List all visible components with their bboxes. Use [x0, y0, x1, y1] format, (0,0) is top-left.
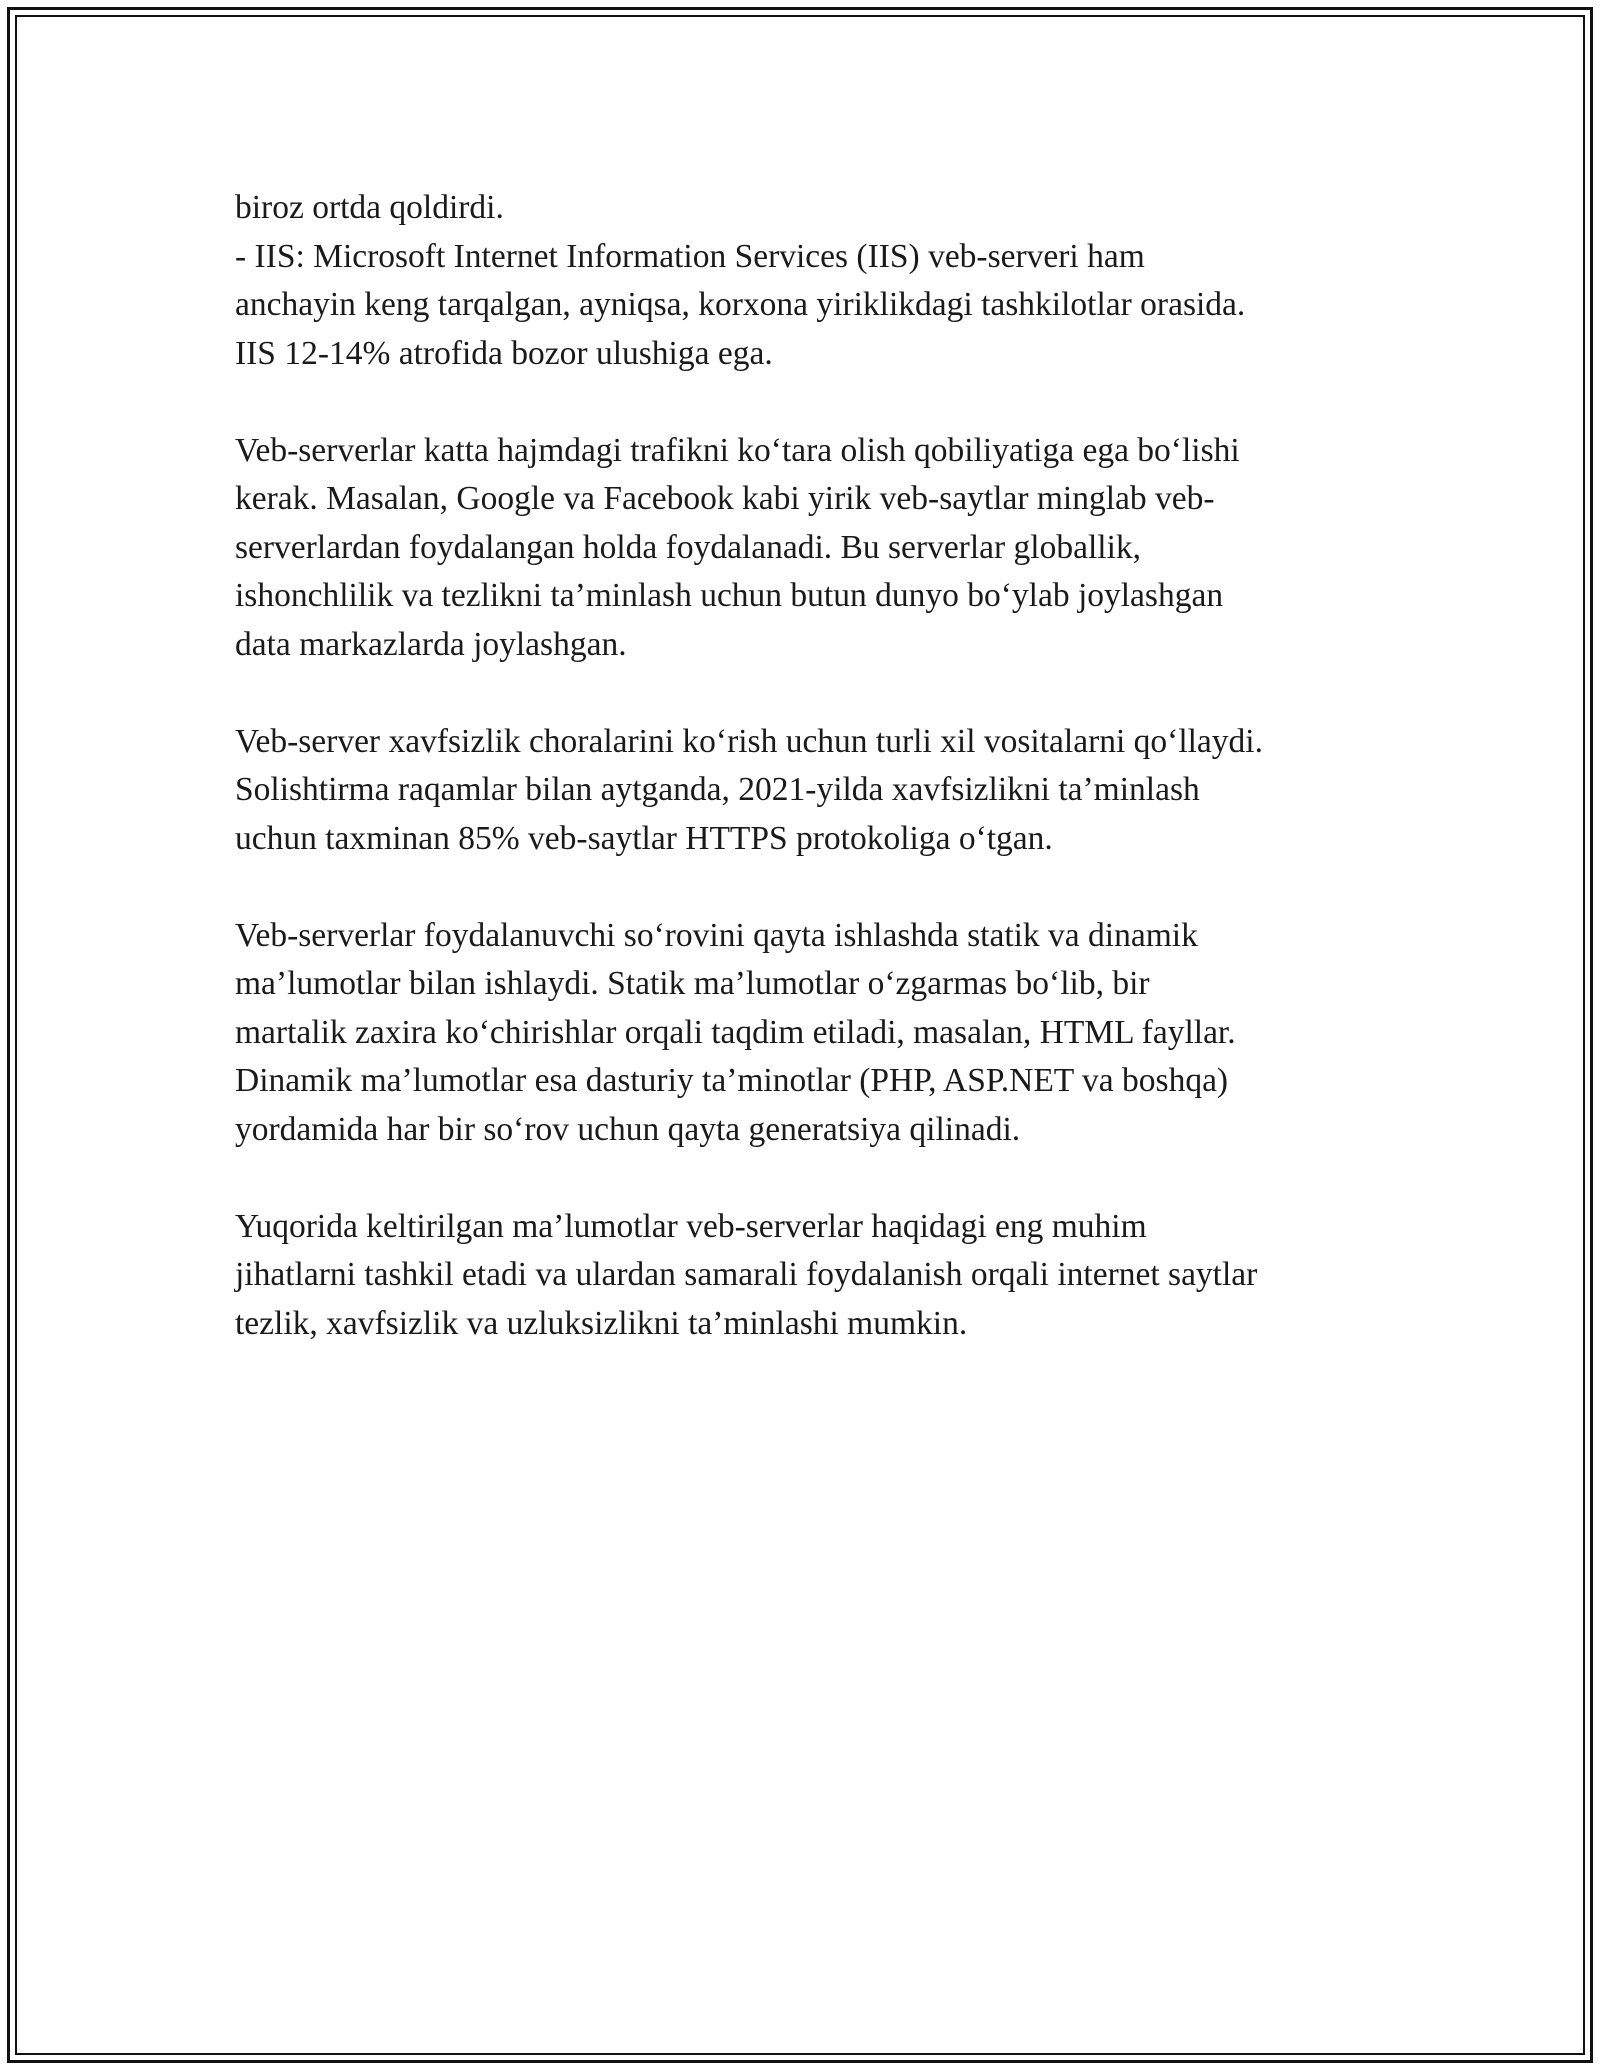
text-line: tezlik, xavfsizlik va uzluksizlikni ta’minlashi mumkin.: [235, 1304, 968, 1342]
paragraph-spacer: [235, 863, 1385, 912]
text-line: IIS 12-14% atrofida bozor ulushiga ega.: [235, 334, 773, 372]
text-line: serverlardan foydalangan holda foydalanadi. Bu serverlar globallik,: [235, 528, 1142, 566]
paragraph-spacer: [235, 1154, 1385, 1203]
paragraph-static-dynamic-data: [235, 912, 1385, 1155]
paragraph-traffic-capacity: [235, 427, 1385, 670]
text-line: kerak. Masalan, Google va Facebook kabi yirik veb-saytlar minglab veb-: [235, 480, 1215, 517]
text-line: data markazlarda joylashgan.: [235, 625, 627, 663]
text-line: uchun taxminan 85% veb-saytlar HTTPS protokoliga o‘tgan.: [235, 819, 1053, 857]
text-line: jihatlarni tashkil etadi va ulardan samarali foydalanish orqali internet saytlar: [235, 1256, 1258, 1293]
text-line: anchayin keng tarqalgan, ayniqsa, korxona yiriklikdagi tashkilotlar orasida.: [235, 286, 1246, 323]
paragraph-spacer: [235, 669, 1385, 718]
paragraph-security: [235, 718, 1385, 864]
text-line: Solishtirma raqamlar bilan aytganda, 2021-yilda xavfsizlikni ta’minlash: [235, 771, 1200, 808]
text-line: Dinamik ma’lumotlar esa dasturiy ta’minotlar (PHP, ASP.NET va boshqa): [235, 1062, 1229, 1099]
text-line: martalik zaxira ko‘chirishlar orqali taqdim etiladi, masalan, HTML fayllar.: [235, 1013, 1236, 1051]
text-line: ishonchlilik va tezlikni ta’minlash uchun butun dunyo bo‘ylab joylashgan: [235, 577, 1224, 614]
text-line: ma’lumotlar bilan ishlaydi. Statik ma’lumotlar o‘zgarmas bo‘lib, bir: [235, 965, 1150, 1002]
paragraph-conclusion: [235, 1203, 1385, 1349]
text-line: Veb-serverlar katta hajmdagi trafikni ko‘tara olish qobiliyatiga ega bo‘lishi: [235, 431, 1240, 469]
paragraph-web-server-market: [235, 184, 1385, 378]
text-line: yordamida har bir so‘rov uchun qayta generatsiya qilinadi.: [235, 1110, 1021, 1148]
text-line: biroz ortda qoldirdi.: [235, 189, 504, 226]
paragraph-spacer: [235, 378, 1385, 427]
text-line: Yuqorida keltirilgan ma’lumotlar veb-serverlar haqidagi eng muhim: [235, 1207, 1147, 1245]
text-line: - IIS: Microsoft Internet Information Services (IIS) veb-serveri ham: [235, 237, 1145, 275]
document-body: [235, 184, 1385, 1348]
text-line: Veb-serverlar foydalanuvchi so‘rovini qayta ishlashda statik va dinamik: [235, 916, 1198, 954]
text-line: Veb-server xavfsizlik choralarini ko‘rish uchun turli xil vositalarni qo‘llaydi.: [235, 722, 1263, 760]
